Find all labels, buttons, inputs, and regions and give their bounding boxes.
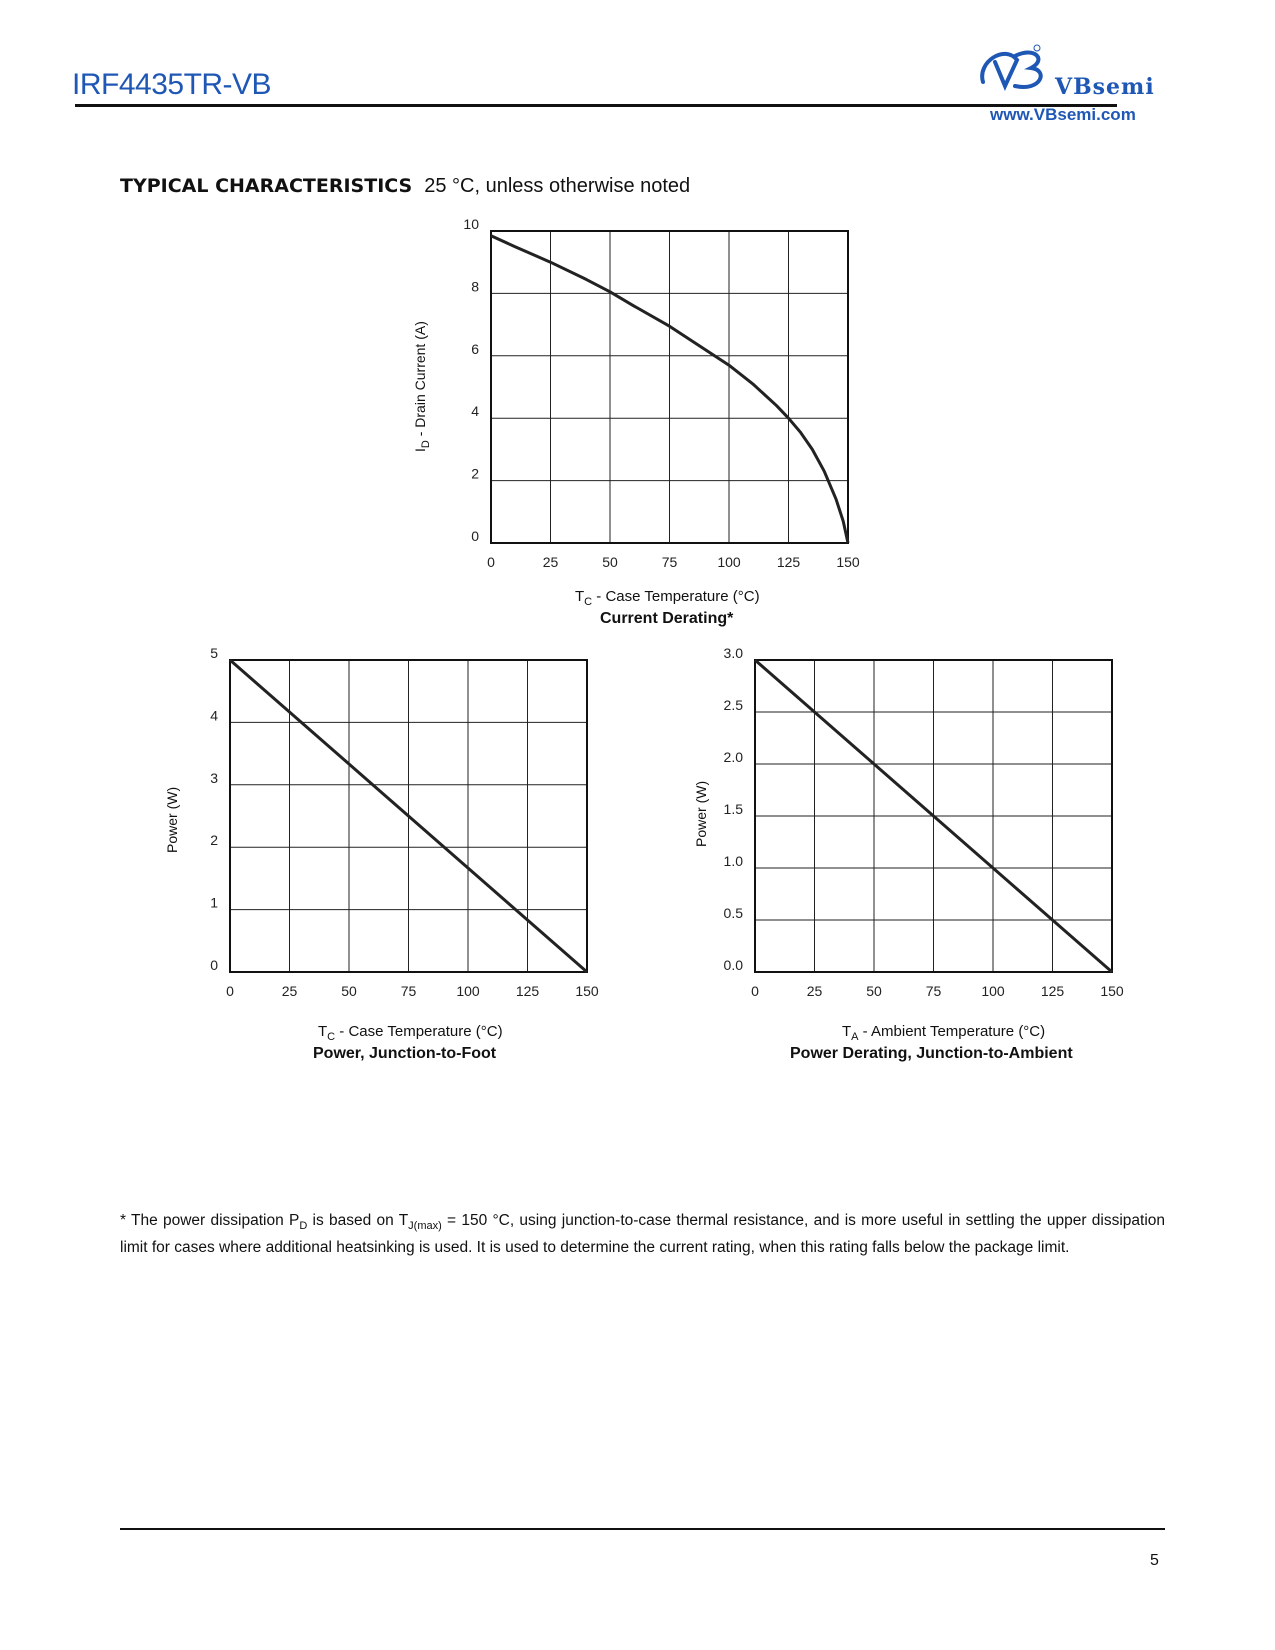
y-tick-label: 6 [471, 340, 479, 357]
y-tick-label: 0.5 [723, 905, 743, 921]
section-heading-note: 25 °C, unless otherwise noted [424, 175, 691, 197]
y-tick-label: 2.0 [723, 749, 743, 765]
x-tick-label: 100 [981, 983, 1005, 999]
x-tick-label: 125 [776, 554, 801, 570]
x-tick-label: 50 [341, 983, 357, 999]
chart-power-derating-ambient-title: Power Derating, Junction-to-Ambient [790, 1045, 1073, 1062]
y-tick-label: 5 [210, 645, 218, 661]
x-tick-label: 50 [602, 554, 618, 570]
chart-power-junction-to-foot-title: Power, Junction-to-Foot [313, 1045, 497, 1062]
y-tick-label: 0 [471, 528, 479, 544]
chart-power-derating-ambient-xlabel: $T_A$ - Ambient Temperature (°C) [842, 1023, 1046, 1043]
chart-power-derating-ambient-ylabel: Power (W) [693, 780, 709, 847]
y-tick-label: 3.0 [723, 645, 743, 661]
x-tick-label: 125 [1040, 983, 1065, 999]
y-tick-label: 0 [210, 957, 218, 973]
x-tick-label: 150 [575, 983, 599, 999]
y-tick-label: 4 [210, 707, 218, 724]
y-tick-label: 10 [463, 216, 479, 232]
y-tick-label: 2 [471, 465, 479, 482]
x-tick-label: 150 [836, 554, 860, 570]
y-tick-label: 2.5 [723, 697, 743, 713]
x-tick-label: 25 [281, 983, 298, 999]
part-number-title: IRF4435TR-VB [72, 68, 272, 101]
x-tick-label: 25 [806, 983, 823, 999]
x-tick-label: 0 [751, 983, 759, 999]
page-number: 5 [1150, 1552, 1159, 1569]
chart-power-junction-to-foot-xlabel: $T_C$ - Case Temperature (°C) [318, 1023, 503, 1043]
brand-name: VBsemi [1055, 74, 1155, 100]
chart-current-derating-ylabel: $I_D$ - Drain Current (A) [412, 321, 432, 452]
x-tick-label: 100 [456, 983, 480, 999]
footer-rule [120, 1528, 1165, 1530]
x-tick-label: 75 [925, 983, 942, 999]
x-tick-label: 125 [515, 983, 540, 999]
chart-current-derating-title: Current Derating* [600, 610, 734, 627]
x-tick-label: 75 [400, 983, 417, 999]
section-heading-title: TYPICAL CHARACTERISTICS [120, 175, 413, 197]
x-tick-label: 50 [866, 983, 882, 999]
x-tick-label: 0 [487, 554, 495, 570]
y-tick-label: 1 [210, 894, 218, 911]
y-tick-label: 1.5 [723, 801, 743, 817]
y-tick-label: 0.0 [723, 957, 743, 973]
x-tick-label: 25 [542, 554, 559, 570]
x-tick-label: 0 [226, 983, 234, 999]
chart-power-junction-to-foot-ylabel: Power (W) [164, 786, 180, 853]
chart-current-derating-xlabel: $T_C$ - Case Temperature (°C) [575, 588, 760, 608]
website-link[interactable]: www.VBsemi.com [990, 105, 1136, 124]
y-tick-label: 3 [210, 769, 218, 786]
y-tick-label: 8 [471, 278, 479, 295]
y-tick-label: 4 [471, 403, 479, 420]
y-tick-label: 1.0 [723, 853, 743, 869]
x-tick-label: 100 [717, 554, 741, 570]
x-tick-label: 75 [661, 554, 678, 570]
x-tick-label: 150 [1100, 983, 1124, 999]
y-tick-label: 2 [210, 832, 218, 849]
footnote: * The power dissipation $P_D$ is based on $T_{J(max)} = 150$ °C, using junction-to-case thermal resistance, and is more useful in settling the upper dissipation limit for cases where additional heatsinking is used. It is used to determine the current rating, when this rating falls below the package limit. [120, 1212, 1166, 1257]
